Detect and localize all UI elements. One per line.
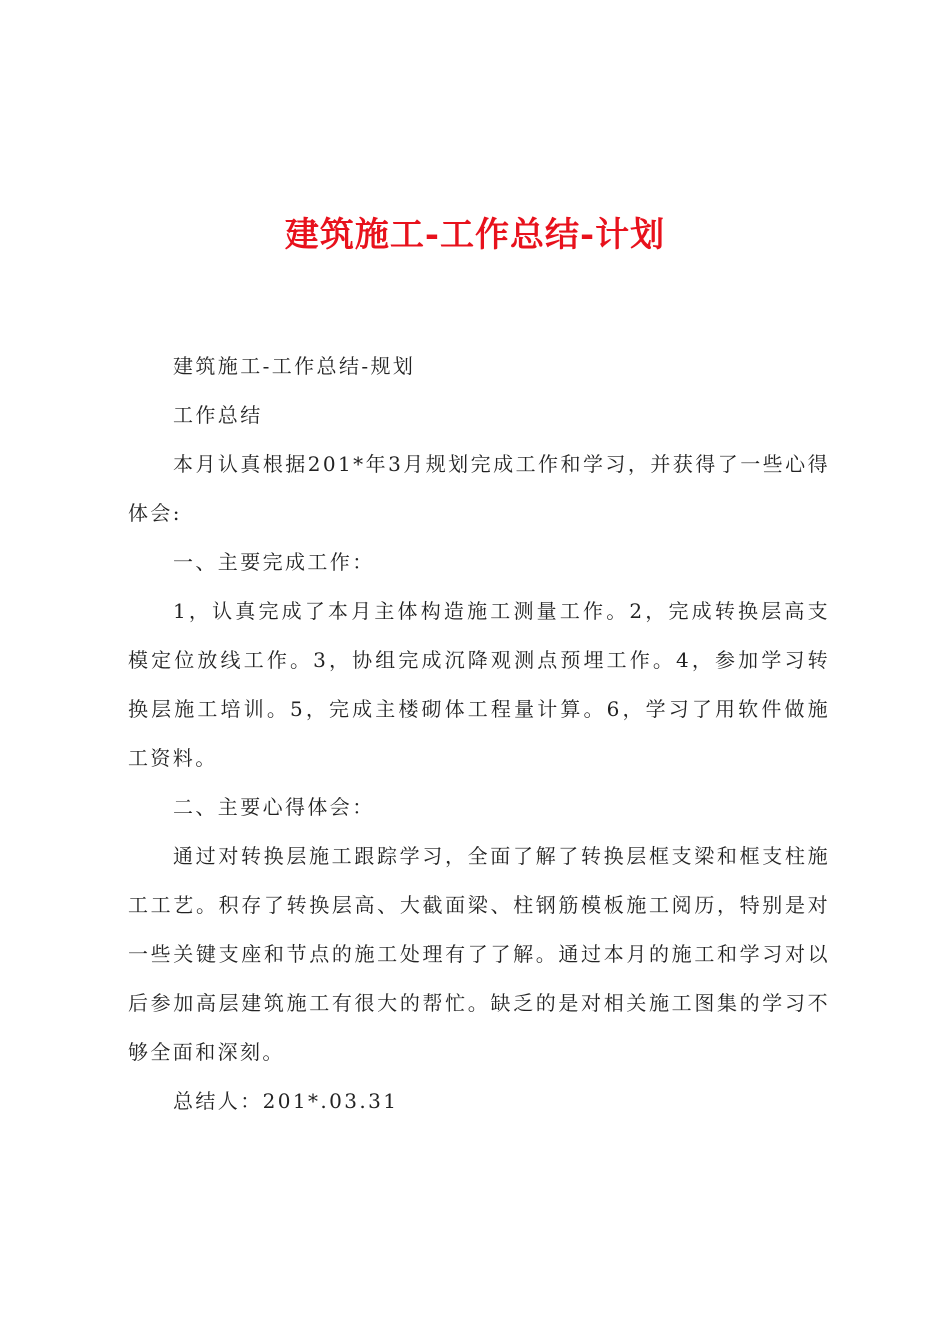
paragraph-section-heading: 工作总结 (173, 403, 263, 427)
paragraph-heading-experience: 二、主要心得体会： (173, 795, 375, 819)
paragraph-heading-completed-work: 一、主要完成工作： (173, 550, 375, 574)
document-body (128, 342, 830, 1126)
paragraph-completed-work: 1，认真完成了本月主体构造施工测量工作。2，完成转换层高支模定位放线工作。3，协组完成沉降观测点预埋工作。4，参加学习转换层施工培训。5，完成主楼砌体工程量计算。6，学习了用软件做施工资料。 (128, 599, 830, 770)
paragraph-intro: 本月认真根据201*年3月规划完成工作和学习，并获得了一些心得体会: (128, 452, 830, 525)
paragraph-experience: 通过对转换层施工跟踪学习，全面了解了转换层框支梁和框支柱施工工艺。积存了转换层高、大截面梁、柱钢筋模板施工阅历，特别是对一些关键支座和节点的施工处理有了了解。通过本月的施工和学习对以后参加高层建筑施工有很大的帮忙。缺乏的是对相关施工图集的学习不够全面和深刻。 (128, 844, 830, 1064)
document-title: 建筑施工-工作总结-计划 (284, 215, 666, 255)
paragraph-subtitle: 建筑施工-工作总结-规划 (173, 354, 416, 378)
paragraph-signature: 总结人：201*.03.31 (173, 1089, 399, 1113)
